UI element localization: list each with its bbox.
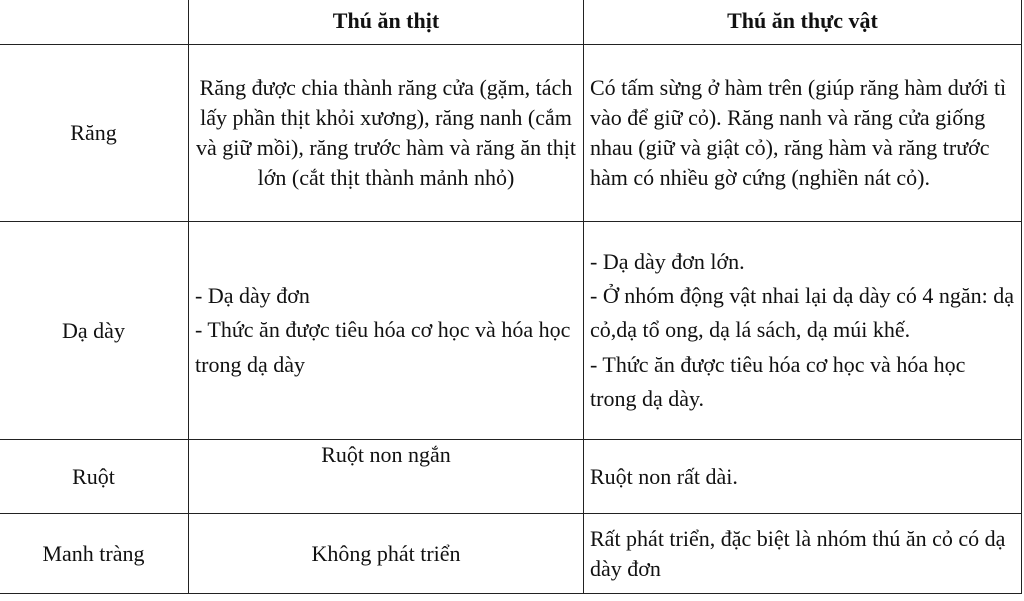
table-row-teeth (0, 45, 1022, 222)
cell-text: Có tấm sừng ở hàm trên (giúp răng hàm dưới tì vào để giữ cỏ). Răng nanh và răng cửa giống nhau (giữ và giật cỏ), răng hàm và răng trước hàm có nhiều gờ cứng (nghiền nát cỏ). (590, 75, 1007, 190)
cell-text: Răng được chia thành răng cửa (gặm, tách lấy phần thịt khỏi xương), răng nanh (cắm và giữ mồi), răng trước hàm và răng ăn thịt lớn (cắt thịt thành mảnh nhỏ) (195, 75, 577, 190)
header-empty (0, 0, 189, 45)
row-label-cecum: Manh tràng (0, 514, 189, 594)
row-label-stomach: Dạ dày (0, 222, 189, 440)
cell-teeth-herbivore (584, 45, 1022, 222)
cell-cecum-carnivore (189, 514, 584, 594)
header-carnivore: Thú ăn thịt (189, 0, 584, 45)
cell-text: - Thức ăn được tiêu hóa cơ học và hóa học trong dạ dày. (590, 351, 966, 411)
table-row-cecum (0, 514, 1022, 594)
cell-text: - Dạ dày đơn lớn. (590, 249, 745, 275)
cell-intestine-carnivore (189, 440, 584, 514)
cell-text: - Dạ dày đơn (195, 283, 310, 309)
cell-text: Không phát triển (311, 540, 461, 566)
row-label-teeth: Răng (0, 45, 189, 222)
row-label-intestine: Ruột (0, 440, 189, 514)
cell-text: Rất phát triển, đặc biệt là nhóm thú ăn cỏ có dạ dày đơn (590, 525, 1006, 581)
cell-text: - Thức ăn được tiêu hóa cơ học và hóa học trong dạ dày (195, 317, 571, 377)
cell-cecum-herbivore (584, 514, 1022, 594)
cell-text: Ruột non rất dài. (590, 463, 738, 489)
cell-text: Ruột non ngắn (321, 442, 451, 467)
header-row (0, 0, 1022, 45)
table-row-stomach (0, 222, 1022, 440)
cell-text: - Ở nhóm động vật nhai lại dạ dày có 4 ngăn: dạ cỏ,dạ tổ ong, dạ lá sách, dạ múi khế. (590, 283, 1015, 343)
cell-stomach-herbivore (584, 222, 1022, 440)
cell-teeth-carnivore (189, 45, 584, 222)
cell-stomach-carnivore (189, 222, 584, 440)
cell-intestine-herbivore (584, 440, 1022, 514)
header-herbivore: Thú ăn thực vật (584, 0, 1022, 45)
table-row-intestine (0, 440, 1022, 514)
